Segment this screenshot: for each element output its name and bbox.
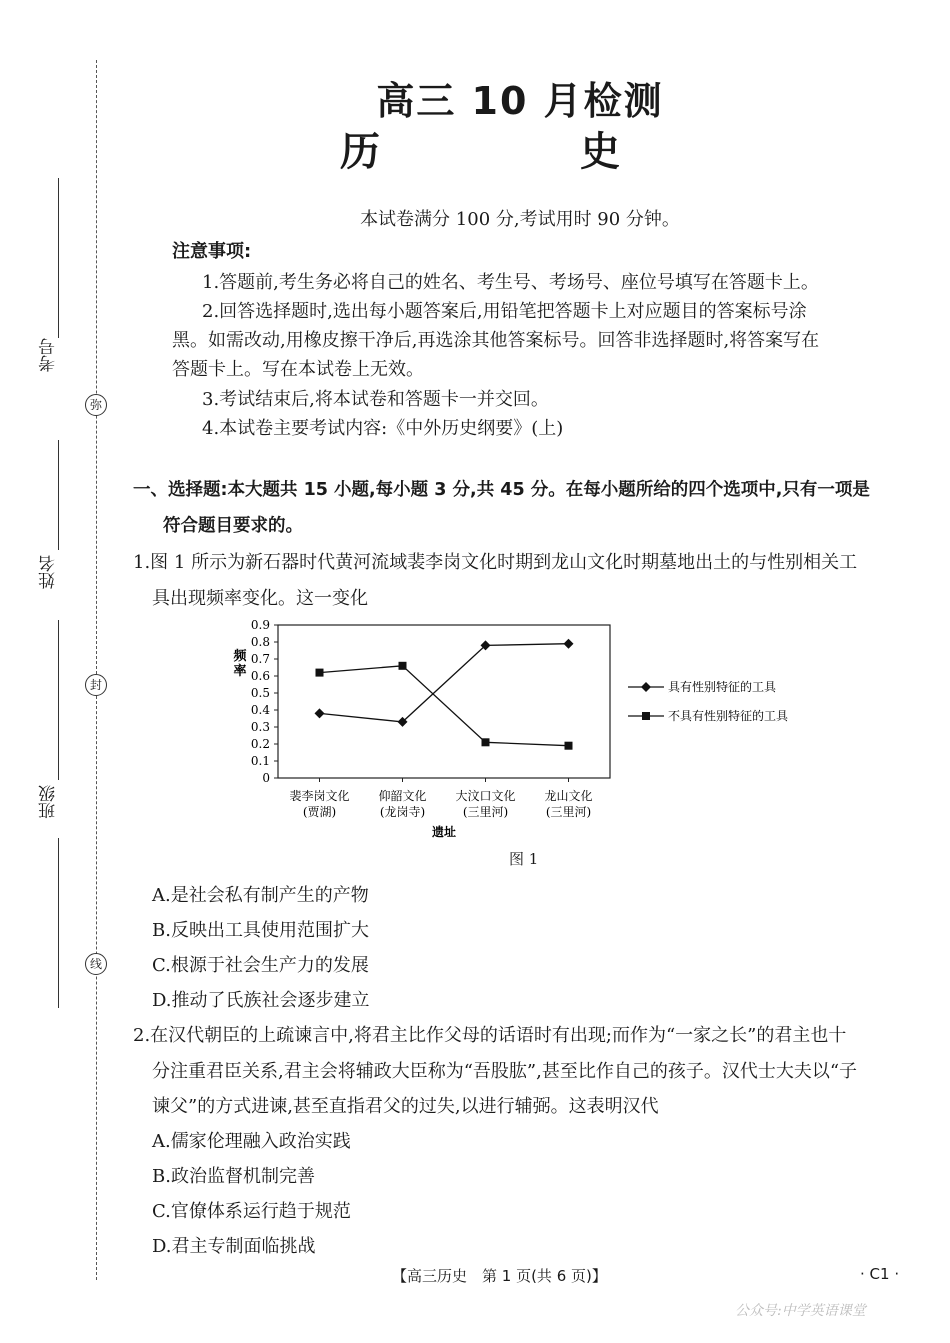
x-tick-sublabel: (三里河): [462, 805, 509, 819]
q1-option-c: C.根源于社会生产力的发展: [152, 955, 369, 976]
class-underline: [58, 838, 59, 1008]
section-heading: 一、选择题:本大题共 15 小题,每小题 3 分,共 45 分。在每小题所给的四个选项中,只有一项是: [133, 480, 870, 500]
y-tick-label: 0.3: [250, 720, 270, 734]
legend-label: 具有性别特征的工具: [668, 680, 777, 694]
notice-item: 2.回答选择题时,选出每小题答案后,用铅笔把答题卡上对应题目的答案标号涂: [202, 301, 807, 322]
seal-char-xian: 线: [85, 953, 107, 975]
q2-option-b: B.政治监督机制完善: [152, 1166, 315, 1187]
data-point-diamond: [315, 708, 325, 718]
q1-stem: 1.图 1 所示为新石器时代黄河流域裴李岗文化时期到龙山文化时期墓地出土的与性别相关工: [133, 552, 858, 573]
q2-option-d: D.君主专制面临挑战: [152, 1236, 316, 1257]
notice-item: 3.考试结束后,将本试卷和答题卡一并交回。: [202, 389, 549, 410]
notice-heading: 注意事项:: [172, 241, 252, 262]
exam-no-label: 考号: [39, 338, 59, 372]
watermark: 公众号:中学英语课堂: [735, 1303, 866, 1319]
x-tick-sublabel: (龙岗寺): [379, 805, 426, 819]
x-tick-sublabel: (贾湖): [302, 805, 337, 819]
name-label: 姓名: [39, 555, 59, 589]
q2-option-c: C.官僚体系运行趋于规范: [152, 1201, 351, 1222]
q1-stem-cont: 具出现频率变化。这一变化: [152, 588, 368, 609]
data-point-square: [316, 669, 324, 677]
data-point-square: [399, 662, 407, 670]
data-point-square: [482, 738, 490, 746]
score-info: 本试卷满分 100 分,考试用时 90 分钟。: [360, 209, 680, 230]
data-point-square: [565, 742, 573, 750]
y-tick-label: 0.6: [250, 669, 270, 683]
notice-item: 1.答题前,考生务必将自己的姓名、考生号、考场号、座位号填写在答题卡上。: [202, 272, 819, 293]
legend-marker-square: [642, 712, 650, 720]
y-tick-label: 0.2: [250, 737, 270, 751]
section-heading-cont: 符合题目要求的。: [163, 516, 303, 536]
y-tick-label: 0.5: [250, 686, 270, 700]
exam-no-underline: [58, 178, 59, 338]
notice-item: 4.本试卷主要考试内容:《中外历史纲要》(上): [202, 418, 564, 439]
q2-stem-cont: 分注重君臣关系,君主会将辅政大臣称为“吾股肱”,甚至比作自己的孩子。汉代士大夫以“子: [152, 1061, 858, 1082]
x-tick-sublabel: (三里河): [545, 805, 592, 819]
x-tick-label: 仰韶文化: [378, 789, 427, 803]
page-footer: 【高三历史 第 1 页(共 6 页)】: [392, 1267, 607, 1285]
x-tick-label: 龙山文化: [544, 789, 593, 803]
y-tick-label: 0.8: [250, 635, 270, 649]
q1-line-chart: [220, 615, 840, 845]
q1-option-b: B.反映出工具使用范围扩大: [152, 920, 369, 941]
y-tick-label: 0: [262, 771, 270, 785]
x-axis-label: 遗址: [431, 825, 457, 839]
y-tick-label: 0.4: [250, 703, 270, 717]
figure-caption: 图 1: [509, 850, 539, 868]
y-tick-label: 0.7: [250, 652, 270, 666]
seal-char-feng: 封: [85, 674, 107, 696]
legend-marker-diamond: [641, 682, 651, 692]
q2-stem-cont: 谏父”的方式进谏,甚至直指君父的过失,以进行辅弼。这表明汉代: [152, 1096, 659, 1117]
notice-item: 答题卡上。写在本试卷上无效。: [172, 359, 424, 380]
data-point-diamond: [564, 639, 574, 649]
q1-option-a: A.是社会私有制产生的产物: [152, 885, 369, 906]
y-tick-label: 0.9: [250, 618, 270, 632]
series-line: [320, 666, 569, 746]
series-line: [320, 644, 569, 722]
name-underline: [58, 620, 59, 720]
exam-title: 高三 10 月检测: [376, 79, 664, 123]
x-tick-label: 大汶口文化: [455, 789, 516, 803]
legend-label: 不具有性别特征的工具: [668, 709, 789, 723]
q1-option-d: D.推动了氏族社会逐步建立: [152, 990, 370, 1011]
name-underline-top: [58, 440, 59, 550]
x-tick-label: 裴李岗文化: [289, 789, 350, 803]
y-axis-label: 频率: [233, 649, 247, 679]
plot-frame: [278, 625, 610, 778]
notice-item: 黑。如需改动,用橡皮擦干净后,再选涂其他答案标号。回答非选择题时,将答案写在: [172, 330, 820, 351]
seal-char-mi: 弥: [85, 394, 107, 416]
class-underline-top: [58, 720, 59, 780]
binding-dashed-line: [96, 60, 97, 1280]
subject-title: 历 史: [340, 129, 700, 175]
q2-stem: 2.在汉代朝臣的上疏谏言中,将君主比作父母的话语时有出现;而作为“一家之长”的君主也十: [133, 1025, 847, 1046]
y-tick-label: 0.1: [250, 754, 270, 768]
class-label: 班级: [39, 785, 59, 819]
q2-option-a: A.儒家伦理融入政治实践: [152, 1131, 351, 1152]
paper-code: · C1 ·: [860, 1265, 900, 1283]
